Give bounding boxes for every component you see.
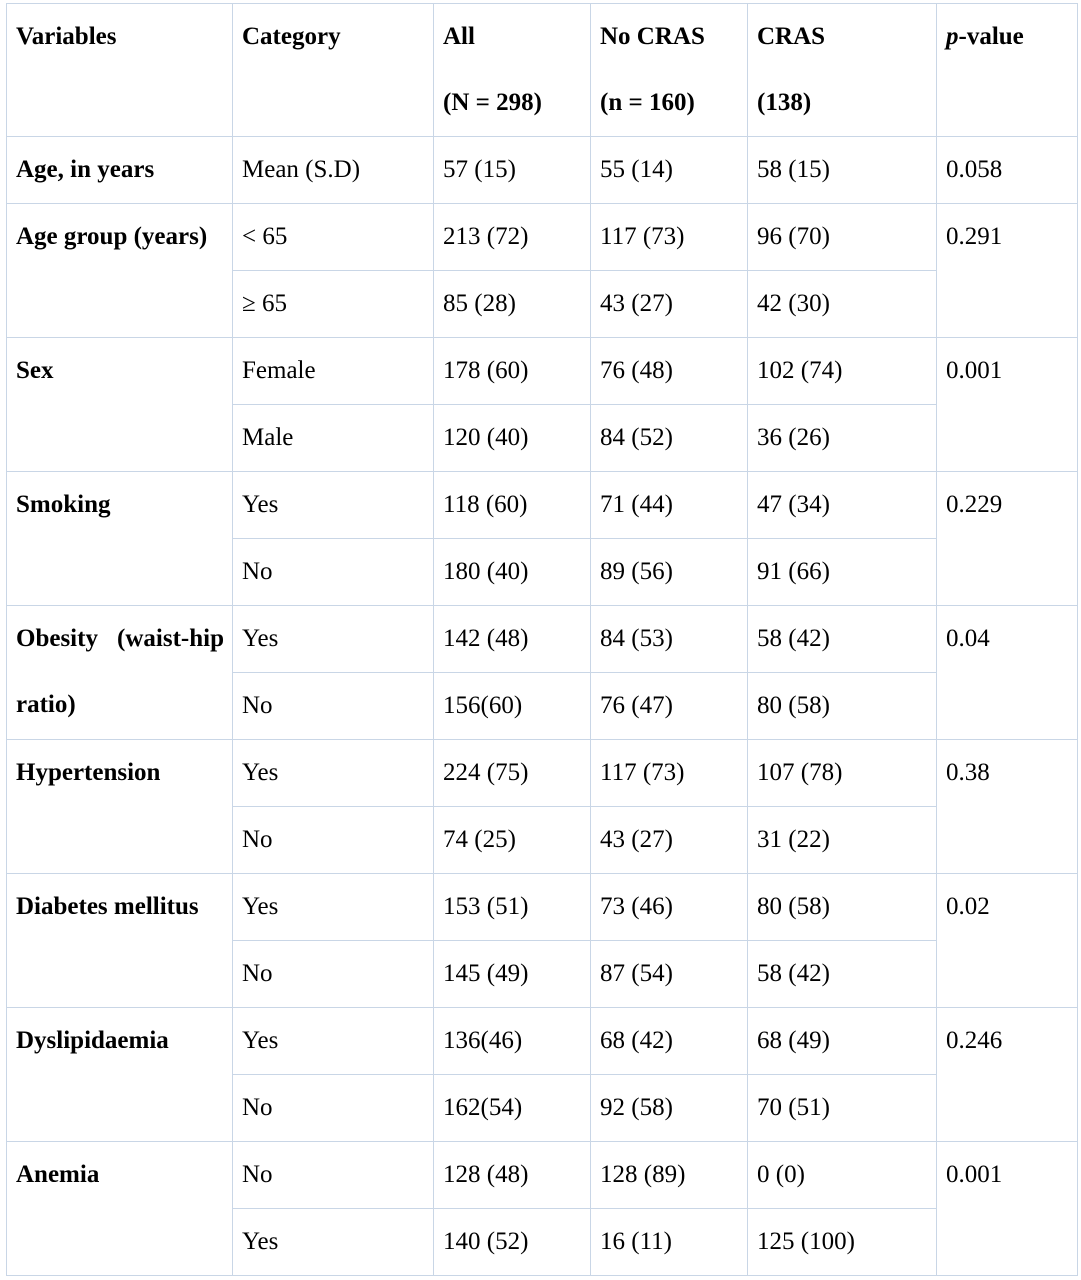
all-cell: 57 (15) <box>434 137 591 204</box>
cras-cell: 91 (66) <box>748 539 937 606</box>
all-cell: 178 (60) <box>434 338 591 405</box>
table-row <box>7 740 1078 807</box>
category-cell: Yes <box>233 740 434 807</box>
no-cras-cell: 84 (53) <box>591 606 748 673</box>
category-cell: Yes <box>233 1008 434 1075</box>
p-value-cell: 0.001 <box>937 338 1078 472</box>
header-row <box>7 4 1078 137</box>
header-all <box>434 4 591 137</box>
no-cras-cell: 92 (58) <box>591 1075 748 1142</box>
characteristics-table <box>6 3 1078 1276</box>
p-value-cell: 0.001 <box>937 1142 1078 1276</box>
cras-cell: 58 (15) <box>748 137 937 204</box>
table-row <box>7 472 1078 539</box>
table-row <box>7 1008 1078 1075</box>
table-row <box>7 338 1078 405</box>
header-all-line1: All <box>443 23 475 50</box>
table-row <box>7 137 1078 204</box>
no-cras-cell: 71 (44) <box>591 472 748 539</box>
no-cras-cell: 84 (52) <box>591 405 748 472</box>
category-cell: Yes <box>233 1209 434 1276</box>
category-cell: No <box>233 1142 434 1209</box>
header-cras <box>748 4 937 137</box>
cras-cell: 0 (0) <box>748 1142 937 1209</box>
category-cell: No <box>233 539 434 606</box>
header-no-cras-line2: (n = 160) <box>600 89 695 116</box>
all-cell: 180 (40) <box>434 539 591 606</box>
cras-cell: 47 (34) <box>748 472 937 539</box>
header-cras-line1: CRAS <box>757 23 826 50</box>
cras-cell: 42 (30) <box>748 271 937 338</box>
category-cell: Yes <box>233 472 434 539</box>
all-cell: 213 (72) <box>434 204 591 271</box>
p-value-cell: 0.246 <box>937 1008 1078 1142</box>
no-cras-cell: 55 (14) <box>591 137 748 204</box>
variable-cell: Obesity (waist-hip ratio) <box>7 606 233 740</box>
all-cell: 120 (40) <box>434 405 591 472</box>
header-cras-line2: (138) <box>757 89 812 116</box>
category-cell: Yes <box>233 874 434 941</box>
variable-cell: Age, in years <box>7 137 233 204</box>
cras-cell: 102 (74) <box>748 338 937 405</box>
category-cell: No <box>233 1075 434 1142</box>
all-cell: 156(60) <box>434 673 591 740</box>
header-p-value-italic: p <box>946 23 959 50</box>
no-cras-cell: 68 (42) <box>591 1008 748 1075</box>
category-cell: ≥ 65 <box>233 271 434 338</box>
cras-cell: 96 (70) <box>748 204 937 271</box>
cras-cell: 68 (49) <box>748 1008 937 1075</box>
all-cell: 118 (60) <box>434 472 591 539</box>
variable-cell: Sex <box>7 338 233 472</box>
table-row <box>7 874 1078 941</box>
no-cras-cell: 89 (56) <box>591 539 748 606</box>
no-cras-cell: 43 (27) <box>591 807 748 874</box>
all-cell: 224 (75) <box>434 740 591 807</box>
all-cell: 128 (48) <box>434 1142 591 1209</box>
header-no-cras <box>591 4 748 137</box>
p-value-cell: 0.38 <box>937 740 1078 874</box>
p-value-cell: 0.291 <box>937 204 1078 338</box>
no-cras-cell: 76 (47) <box>591 673 748 740</box>
all-cell: 153 (51) <box>434 874 591 941</box>
p-value-cell: 0.04 <box>937 606 1078 740</box>
table-row <box>7 1142 1078 1209</box>
cras-cell: 80 (58) <box>748 874 937 941</box>
no-cras-cell: 117 (73) <box>591 204 748 271</box>
all-cell: 140 (52) <box>434 1209 591 1276</box>
all-cell: 142 (48) <box>434 606 591 673</box>
cras-cell: 125 (100) <box>748 1209 937 1276</box>
cras-cell: 58 (42) <box>748 606 937 673</box>
all-cell: 74 (25) <box>434 807 591 874</box>
p-value-cell: 0.229 <box>937 472 1078 606</box>
variable-cell: Dyslipidaemia <box>7 1008 233 1142</box>
p-value-cell: 0.058 <box>937 137 1078 204</box>
category-cell: Male <box>233 405 434 472</box>
p-value-cell: 0.02 <box>937 874 1078 1008</box>
category-cell: Female <box>233 338 434 405</box>
variable-cell: Hypertension <box>7 740 233 874</box>
cras-cell: 107 (78) <box>748 740 937 807</box>
table-row <box>7 606 1078 673</box>
variable-cell: Age group (years) <box>7 204 233 338</box>
variable-cell: Anemia <box>7 1142 233 1276</box>
cras-cell: 80 (58) <box>748 673 937 740</box>
all-cell: 162(54) <box>434 1075 591 1142</box>
header-variables: Variables <box>7 4 233 137</box>
all-cell: 136(46) <box>434 1008 591 1075</box>
no-cras-cell: 76 (48) <box>591 338 748 405</box>
no-cras-cell: 87 (54) <box>591 941 748 1008</box>
no-cras-cell: 117 (73) <box>591 740 748 807</box>
all-cell: 145 (49) <box>434 941 591 1008</box>
category-cell: Yes <box>233 606 434 673</box>
no-cras-cell: 128 (89) <box>591 1142 748 1209</box>
all-cell: 85 (28) <box>434 271 591 338</box>
table-row <box>7 204 1078 271</box>
category-cell: No <box>233 807 434 874</box>
header-category: Category <box>233 4 434 137</box>
variable-cell: Smoking <box>7 472 233 606</box>
no-cras-cell: 43 (27) <box>591 271 748 338</box>
table-body <box>7 137 1078 1276</box>
category-cell: < 65 <box>233 204 434 271</box>
cras-cell: 36 (26) <box>748 405 937 472</box>
cras-cell: 31 (22) <box>748 807 937 874</box>
category-cell: Mean (S.D) <box>233 137 434 204</box>
no-cras-cell: 73 (46) <box>591 874 748 941</box>
header-p-value-rest: -value <box>958 23 1024 50</box>
header-p-value <box>937 4 1078 137</box>
cras-cell: 70 (51) <box>748 1075 937 1142</box>
header-no-cras-line1: No CRAS <box>600 23 705 50</box>
header-all-line2: (N = 298) <box>443 89 542 116</box>
category-cell: No <box>233 673 434 740</box>
cras-cell: 58 (42) <box>748 941 937 1008</box>
no-cras-cell: 16 (11) <box>591 1209 748 1276</box>
variable-cell: Diabetes mellitus <box>7 874 233 1008</box>
category-cell: No <box>233 941 434 1008</box>
